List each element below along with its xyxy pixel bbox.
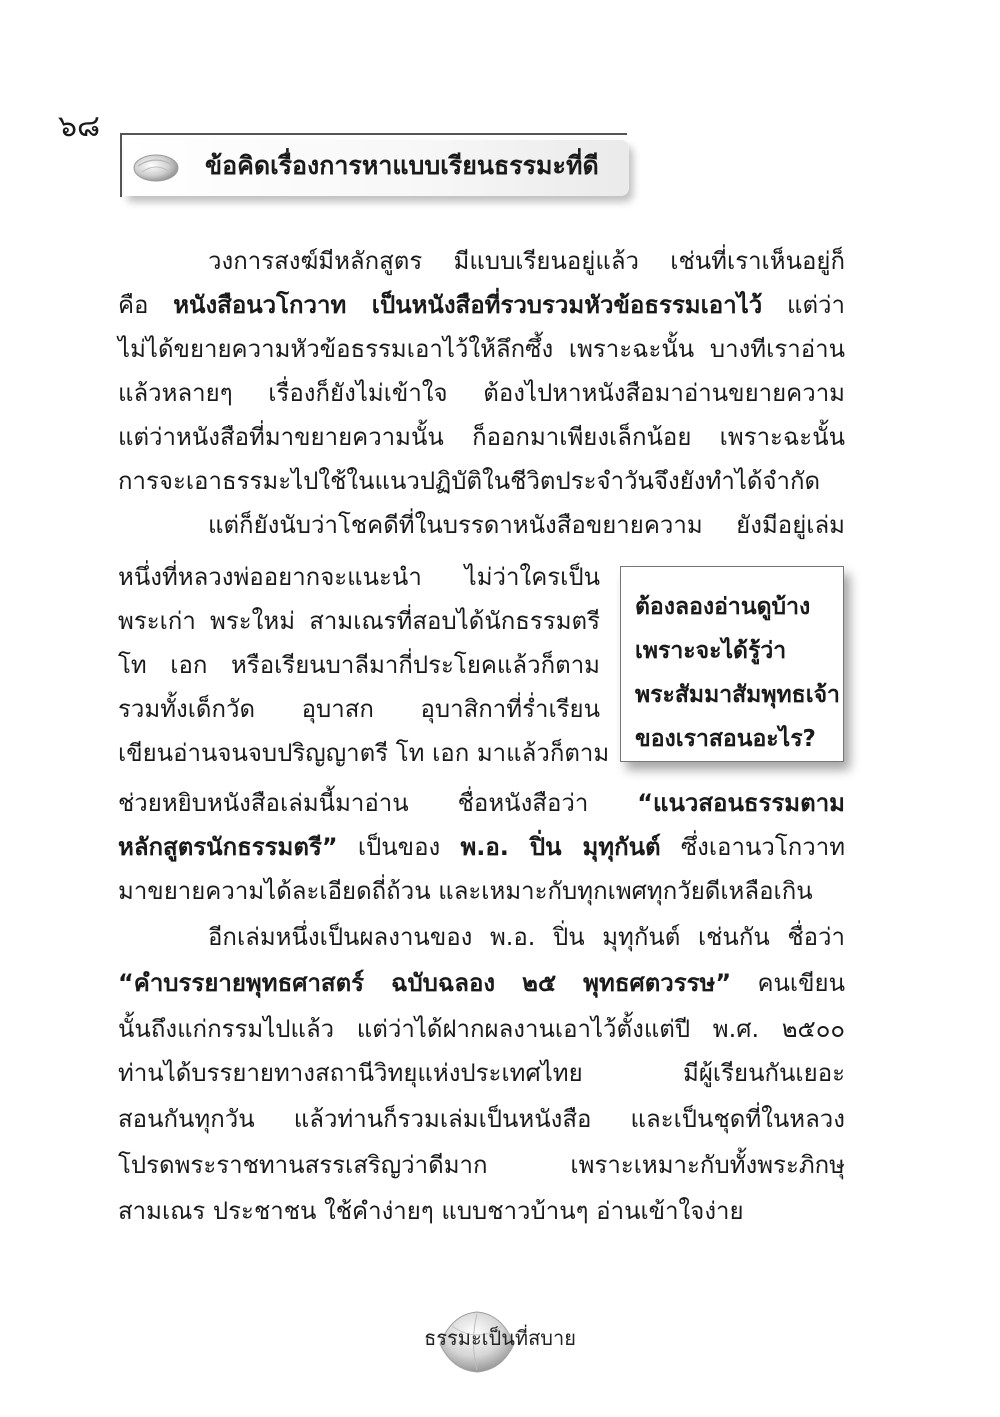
paragraph-line: หลักสูตรนักธรรมตรี” เป็นของ พ.อ. ปิ่น มุทุกันต์ ซึ่งเอานวโกวาท (118, 833, 846, 861)
pull-quote-line: เพราะจะได้รู้ว่า (635, 638, 787, 664)
paragraph-line: “คำบรรยายพุทธศาสตร์ ฉบับฉลอง ๒๕ พุทธศตวรรษ” คนเขียน (118, 969, 845, 997)
paragraph-line: สามเณร ประชาชน ใช้คำง่ายๆ แบบชาวบ้านๆ อ่านเข้าใจง่าย (118, 1197, 744, 1225)
paragraph-line: มาขยายความได้ละเอียดถี่ถ้วน และเหมาะกับทุกเพศทุกวัยดีเหลือเกิน (118, 877, 813, 905)
page-number: ๖๘ (58, 109, 101, 144)
paragraph-line: วงการสงฆ์มีหลักสูตร มีแบบเรียนอยู่แล้ว เช่นที่เราเห็นอยู่ก็ (208, 247, 845, 275)
paragraph-line: แต่ก็ยังนับว่าโชคดีที่ในบรรดาหนังสือขยายความ ยังมีอยู่เล่ม (208, 511, 845, 539)
paragraph-line: ไม่ได้ขยายความหัวข้อธรรมเอาไว้ให้ลึกซึ้ง เพราะฉะนั้น บางทีเราอ่าน (118, 335, 845, 363)
paragraph-line: โท เอก หรือเรียนบาลีมากี่ประโยคแล้วก็ตาม (118, 651, 600, 679)
pull-quote-line: ต้องลองอ่านดูบ้าง (635, 594, 811, 620)
book-title-navakovada: หนังสือนวโกวาท เป็นหนังสือที่รวบรวมหัวข้อธรรมเอาไว้ (173, 291, 763, 319)
paragraph-line: โปรดพระราชทานสรรเสริญว่าดีมาก เพราะเหมาะกับทั้งพระภิกษุ (118, 1151, 845, 1179)
paragraph-line: อีกเล่มหนึ่งเป็นผลงานของ พ.อ. ปิ่น มุทุกันต์ เช่นกัน ชื่อว่า (208, 923, 845, 951)
paragraph-line: พระเก่า พระใหม่ สามเณรที่สอบได้นักธรรมตรี (118, 607, 600, 635)
book-title-naew-sorn: “แนวสอนธรรมตาม (637, 789, 845, 817)
lotus-leaf-icon (132, 148, 180, 184)
paragraph-line: แต่ว่าหนังสือที่มาขยายความนั้น ก็ออกมาเพียงเล็กน้อย เพราะฉะนั้น (118, 423, 845, 451)
footer-book-title: ธรรมะเป็นที่สบาย (424, 1326, 576, 1350)
pull-quote-box (620, 566, 844, 762)
paragraph-line: รวมทั้งเด็กวัด อุบาสก อุบาสิกาที่ร่ำเรียน (118, 695, 600, 723)
paragraph-line: สอนกันทุกวัน แล้วท่านก็รวมเล่มเป็นหนังสือ และเป็นชุดที่ในหลวง (118, 1105, 845, 1133)
paragraph-line: ท่านได้บรรยายทางสถานีวิทยุแห่งประเทศไทย มีผู้เรียนกันเยอะ (118, 1059, 845, 1087)
book-title-buddhasat: “คำบรรยายพุทธศาสตร์ ฉบับฉลอง ๒๕ พุทธศตวรรษ” (118, 969, 732, 997)
paragraph-line: ช่วยหยิบหนังสือเล่มนี้มาอ่าน ชื่อหนังสือว่า “แนวสอนธรรมตาม (118, 789, 845, 817)
paragraph-line: นั้นถึงแก่กรรมไปแล้ว แต่ว่าได้ฝากผลงานเอาไว้ตั้งแต่ปี พ.ศ. ๒๕๐๐ (118, 1015, 845, 1043)
pull-quote-line: พระสัมมาสัมพุทธเจ้า (635, 682, 840, 708)
paragraph-line: การจะเอาธรรมะไปใช้ในแนวปฏิบัติในชีวิตประจำวันจึงยังทำได้จำกัด (118, 467, 821, 495)
pull-quote-line: ของเราสอนอะไร? (635, 726, 816, 752)
section-title: ข้อคิดเรื่องการหาแบบเรียนธรรมะที่ดี (205, 151, 599, 180)
paragraph-line: หนึ่งที่หลวงพ่ออยากจะแนะนำ ไม่ว่าใครเป็น (118, 563, 600, 591)
paragraph-line: แล้วหลายๆ เรื่องก็ยังไม่เข้าใจ ต้องไปหาหนังสือมาอ่านขยายความ (118, 379, 845, 407)
paragraph-line: คือ หนังสือนวโกวาท เป็นหนังสือที่รวบรวมหัวข้อธรรมเอาไว้ แต่ว่า (118, 291, 845, 319)
author-name: พ.อ. ปิ่น มุทุกันต์ (460, 833, 661, 861)
paragraph-line: เขียนอ่านจนจบปริญญาตรี โท เอก มาแล้วก็ตาม (118, 739, 610, 767)
